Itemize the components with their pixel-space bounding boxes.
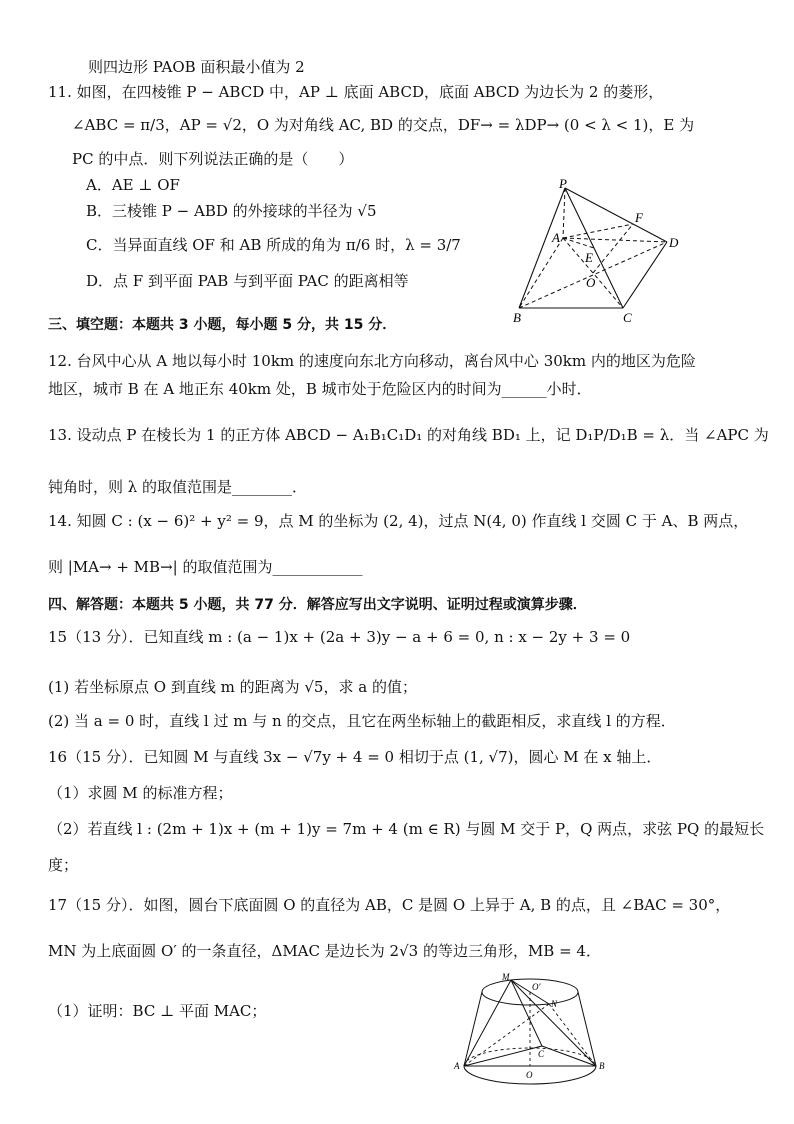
- section-fill-in-heading: 三、填空题：本题共 3 小题，每小题 5 分，共 15 分．: [48, 317, 397, 333]
- q17-stem-2: MN 为上底面圆 O′ 的一条直径，ΔMAC 是边长为 2√3 的等边三角形，MB = 4．: [48, 942, 601, 960]
- edge-pb: [519, 188, 565, 308]
- label-m: M: [502, 972, 510, 982]
- label-e: E: [585, 250, 593, 265]
- label-b: B: [513, 310, 521, 325]
- label-d: D: [669, 235, 679, 250]
- q15-part-2: (2) 当 a = 0 时，直线 l 过 m 与 n 的交点，且它在两坐标轴上的截距相反，求直线 l 的方程．: [48, 712, 676, 730]
- label-o: O: [526, 1070, 533, 1080]
- q16-part-2: （2）若直线 l : (2m + 1)x + (m + 1)y = 7m + 4 (m ∈ R) 与圆 M 交于 P，Q 两点，求弦 PQ 的最短长: [48, 820, 765, 838]
- q11-option-d: D．点 F 到平面 PAB 与到平面 PAC 的距离相等: [86, 272, 409, 290]
- q16-part-1: （1）求圆 M 的标准方程；: [48, 784, 233, 802]
- q15-stem: 15（13 分）．已知直线 m : (a − 1)x + (2a + 3)y − a + 6 = 0, n : x − 2y + 3 = 0: [48, 628, 631, 646]
- label-c: C: [623, 310, 632, 325]
- section-answer-heading: 四、解答题：本题共 5 小题，共 77 分．解答应写出文字说明、证明过程或演算步骤．: [48, 597, 587, 613]
- q12-line-1: 12. 台风中心从 A 地以每小时 10km 的速度向东北方向移动，离台风中心 30km 内的地区为危险: [48, 352, 696, 370]
- q11-stem-2: ∠ABC = π/3，AP = √2，O 为对角线 AC, BD 的交点，DF→ = λDP→ (0 < λ < 1)，E 为: [72, 116, 695, 134]
- q15-part-1: (1) 若坐标原点 O 到直线 m 的距离为 √5，求 a 的值；: [48, 678, 417, 696]
- q11-stem-1: 11. 如图，在四棱锥 P − ABCD 中，AP ⊥ 底面 ABCD，底面 ABCD 为边长为 2 的菱形，: [48, 83, 664, 101]
- edge-cd: [623, 242, 667, 308]
- q13-line-2: 钝角时，则 λ 的取值范围是________．: [48, 478, 308, 496]
- q16-part-2-cont: 度；: [48, 856, 79, 874]
- seg-af: [563, 224, 633, 238]
- seg-ma: [464, 980, 511, 1066]
- q11-stem-3: PC 的中点．则下列说法正确的是（ ）: [72, 150, 354, 168]
- frustum-figure: [452, 970, 610, 1092]
- edge-pa: [563, 188, 565, 238]
- bottom-ellipse-back: [464, 1048, 596, 1066]
- label-a: A: [552, 230, 560, 245]
- label-n: N: [551, 999, 558, 1009]
- q12-line-2: 地区，城市 B 在 A 地正东 40km 处，B 城市处于危险区内的时间为______小时．: [48, 380, 592, 398]
- pyramid-figure: [505, 176, 695, 325]
- edge-pd: [565, 188, 667, 242]
- label-p: P: [559, 176, 567, 191]
- line-prev-answer: 则四边形 PAOB 面积最小值为 2: [88, 58, 305, 76]
- label-o1: O′: [532, 982, 541, 992]
- q17-stem-1: 17（15 分）．如图，圆台下底面圆 O 的直径为 AB，C 是圆 O 上异于 A, B 的点，且 ∠BAC = 30°，: [48, 896, 731, 914]
- q11-option-a: A．AE ⊥ OF: [86, 176, 180, 194]
- q14-line-1: 14. 知圆 C : (x − 6)² + y² = 9，点 M 的坐标为 (2, 4)，过点 N(4, 0) 作直线 l 交圆 C 于 A、B 两点，: [48, 512, 749, 530]
- label-a: A: [454, 1061, 460, 1071]
- q11-option-b: B．三棱锥 P − ABD 的外接球的半径为 √5: [86, 202, 377, 220]
- edge-ad: [563, 238, 667, 242]
- label-b: B: [599, 1061, 605, 1071]
- label-o: O: [586, 275, 596, 290]
- edge-pc: [565, 188, 623, 308]
- q16-stem: 16（15 分）．已知圆 M 与直线 3x − √7y + 4 = 0 相切于点 (1, √7)，圆心 M 在 x 轴上．: [48, 748, 662, 766]
- q14-line-2: 则 |MA→ + MB→| 的取值范围为____________: [48, 558, 363, 576]
- seg-mb: [511, 980, 596, 1066]
- edge-ab: [519, 238, 563, 308]
- q13-line-1: 13. 设动点 P 在棱长为 1 的正方体 ABCD − A₁B₁C₁D₁ 的对角线 BD₁ 上，记 D₁P/D₁B = λ．当 ∠APC 为: [48, 426, 769, 444]
- seg-of: [593, 224, 633, 273]
- label-c: C: [538, 1049, 545, 1059]
- label-f: F: [635, 210, 643, 225]
- q11-option-c: C．当异面直线 OF 和 AB 所成的角为 π/6 时，λ = 3/7: [86, 236, 461, 254]
- q17-part-1: （1）证明：BC ⊥ 平面 MAC；: [48, 1002, 267, 1020]
